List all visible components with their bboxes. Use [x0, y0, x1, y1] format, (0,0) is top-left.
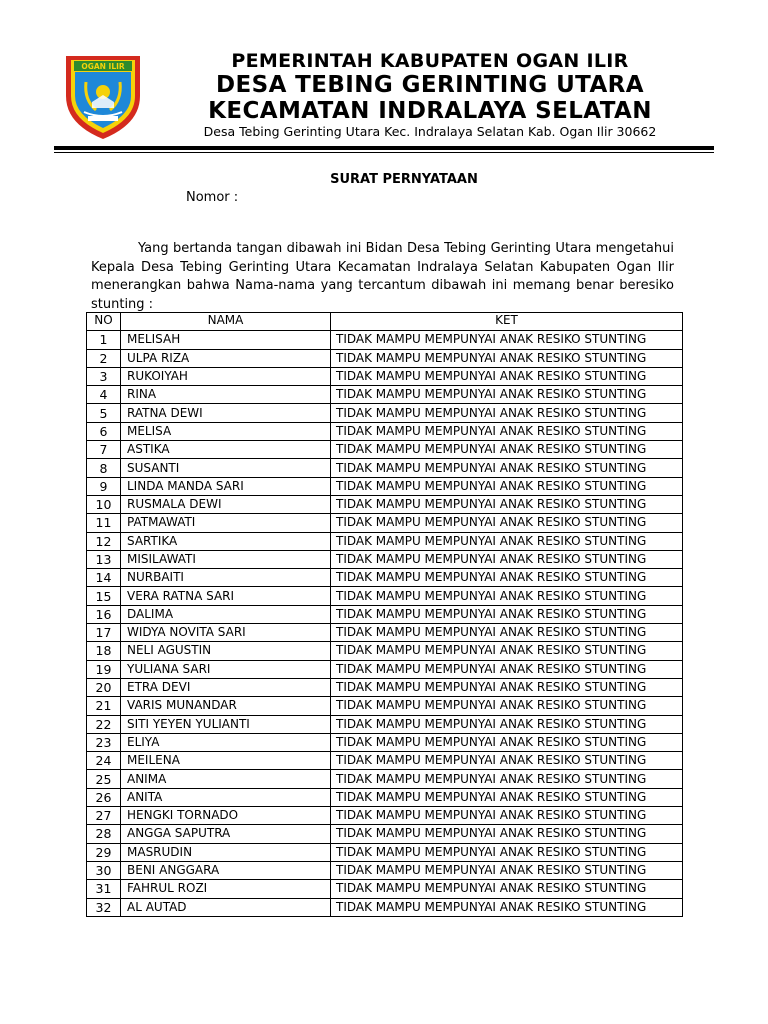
row-ket: TIDAK MAMPU MEMPUNYAI ANAK RESIKO STUNTING [331, 532, 683, 550]
table-row [87, 459, 683, 477]
table-row [87, 404, 683, 422]
row-ket: TIDAK MAMPU MEMPUNYAI ANAK RESIKO STUNTING [331, 367, 683, 385]
row-number: 23 [87, 733, 121, 751]
row-number: 13 [87, 550, 121, 568]
row-ket: TIDAK MAMPU MEMPUNYAI ANAK RESIKO STUNTING [331, 678, 683, 696]
table-row [87, 349, 683, 367]
row-ket: TIDAK MAMPU MEMPUNYAI ANAK RESIKO STUNTING [331, 660, 683, 678]
row-ket: TIDAK MAMPU MEMPUNYAI ANAK RESIKO STUNTING [331, 477, 683, 495]
row-number: 8 [87, 459, 121, 477]
header-ket: KET [331, 313, 683, 331]
table-row [87, 477, 683, 495]
table-row [87, 514, 683, 532]
table-row [87, 331, 683, 349]
row-name: ANGGA SAPUTRA [121, 825, 331, 843]
row-ket: TIDAK MAMPU MEMPUNYAI ANAK RESIKO STUNTING [331, 514, 683, 532]
row-name: BENI ANGGARA [121, 861, 331, 879]
row-number: 19 [87, 660, 121, 678]
row-name: DALIMA [121, 605, 331, 623]
table-row [87, 843, 683, 861]
row-number: 16 [87, 605, 121, 623]
row-number: 14 [87, 569, 121, 587]
row-ket: TIDAK MAMPU MEMPUNYAI ANAK RESIKO STUNTING [331, 788, 683, 806]
row-name: RATNA DEWI [121, 404, 331, 422]
table-row [87, 770, 683, 788]
table-row [87, 441, 683, 459]
row-ket: TIDAK MAMPU MEMPUNYAI ANAK RESIKO STUNTING [331, 569, 683, 587]
row-ket: TIDAK MAMPU MEMPUNYAI ANAK RESIKO STUNTING [331, 349, 683, 367]
row-number: 7 [87, 441, 121, 459]
row-number: 22 [87, 715, 121, 733]
table-row [87, 660, 683, 678]
table-row [87, 733, 683, 751]
row-number: 26 [87, 788, 121, 806]
row-ket: TIDAK MAMPU MEMPUNYAI ANAK RESIKO STUNTING [331, 752, 683, 770]
row-name: RUSMALA DEWI [121, 495, 331, 513]
table-row [87, 715, 683, 733]
row-ket: TIDAK MAMPU MEMPUNYAI ANAK RESIKO STUNTING [331, 624, 683, 642]
row-name: SUSANTI [121, 459, 331, 477]
table-row [87, 532, 683, 550]
table-row [87, 678, 683, 696]
table-row [87, 861, 683, 879]
row-ket: TIDAK MAMPU MEMPUNYAI ANAK RESIKO STUNTING [331, 441, 683, 459]
row-name: HENGKI TORNADO [121, 807, 331, 825]
row-number: 9 [87, 477, 121, 495]
row-ket: TIDAK MAMPU MEMPUNYAI ANAK RESIKO STUNTING [331, 587, 683, 605]
row-ket: TIDAK MAMPU MEMPUNYAI ANAK RESIKO STUNTING [331, 386, 683, 404]
row-number: 1 [87, 331, 121, 349]
row-ket: TIDAK MAMPU MEMPUNYAI ANAK RESIKO STUNTING [331, 642, 683, 660]
row-ket: TIDAK MAMPU MEMPUNYAI ANAK RESIKO STUNTING [331, 861, 683, 879]
row-ket: TIDAK MAMPU MEMPUNYAI ANAK RESIKO STUNTING [331, 605, 683, 623]
row-number: 29 [87, 843, 121, 861]
letter-title: SURAT PERNYATAAN [330, 172, 478, 187]
row-name: FAHRUL ROZI [121, 880, 331, 898]
kop-desa: DESA TEBING GERINTING UTARA [216, 72, 644, 98]
row-number: 21 [87, 697, 121, 715]
row-name: SITI YEYEN YULIANTI [121, 715, 331, 733]
row-number: 12 [87, 532, 121, 550]
row-ket: TIDAK MAMPU MEMPUNYAI ANAK RESIKO STUNTING [331, 770, 683, 788]
row-number: 31 [87, 880, 121, 898]
row-name: LINDA MANDA SARI [121, 477, 331, 495]
row-name: VARIS MUNANDAR [121, 697, 331, 715]
row-name: NURBAITI [121, 569, 331, 587]
row-name: YULIANA SARI [121, 660, 331, 678]
table-row [87, 788, 683, 806]
table-row [87, 642, 683, 660]
letter-body: Yang bertanda tangan dibawah ini Bidan Desa Tebing Gerinting Utara mengetahui Kepala Desa Tebing Gerinting Utara Kecamatan Indralaya Selatan Kabupaten Ogan Ilir menerangkan bahwa Nama-nama yang tercantum dibawah ini memang benar beresiko stunting : [91, 241, 674, 312]
table-row [87, 697, 683, 715]
row-name: ETRA DEVI [121, 678, 331, 696]
kop-kecamatan: KECAMATAN INDRALAYA SELATAN [208, 98, 652, 124]
row-name: MELISAH [121, 331, 331, 349]
table-row [87, 495, 683, 513]
row-number: 5 [87, 404, 121, 422]
row-number: 11 [87, 514, 121, 532]
row-ket: TIDAK MAMPU MEMPUNYAI ANAK RESIKO STUNTING [331, 733, 683, 751]
row-ket: TIDAK MAMPU MEMPUNYAI ANAK RESIKO STUNTING [331, 422, 683, 440]
row-number: 27 [87, 807, 121, 825]
table-row [87, 386, 683, 404]
letter-number: Nomor : [186, 190, 239, 205]
row-ket: TIDAK MAMPU MEMPUNYAI ANAK RESIKO STUNTING [331, 825, 683, 843]
row-number: 25 [87, 770, 121, 788]
row-name: ANIMA [121, 770, 331, 788]
table-header-row [87, 313, 683, 331]
letterhead-divider-thin [54, 152, 714, 153]
row-name: RINA [121, 386, 331, 404]
row-ket: TIDAK MAMPU MEMPUNYAI ANAK RESIKO STUNTING [331, 404, 683, 422]
row-ket: TIDAK MAMPU MEMPUNYAI ANAK RESIKO STUNTING [331, 331, 683, 349]
row-name: MEILENA [121, 752, 331, 770]
table-row [87, 807, 683, 825]
header-no: NO [87, 313, 121, 331]
row-number: 18 [87, 642, 121, 660]
table-row [87, 825, 683, 843]
table-row [87, 605, 683, 623]
row-number: 3 [87, 367, 121, 385]
table-row [87, 587, 683, 605]
row-ket: TIDAK MAMPU MEMPUNYAI ANAK RESIKO STUNTING [331, 715, 683, 733]
row-number: 30 [87, 861, 121, 879]
header-nama: NAMA [121, 313, 331, 331]
row-ket: TIDAK MAMPU MEMPUNYAI ANAK RESIKO STUNTING [331, 495, 683, 513]
table-row [87, 550, 683, 568]
row-number: 28 [87, 825, 121, 843]
table-row [87, 624, 683, 642]
row-name: NELI AGUSTIN [121, 642, 331, 660]
row-name: ULPA RIZA [121, 349, 331, 367]
row-name: VERA RATNA SARI [121, 587, 331, 605]
row-number: 15 [87, 587, 121, 605]
row-number: 2 [87, 349, 121, 367]
emblem-text: OGAN ILIR [81, 62, 125, 71]
row-number: 24 [87, 752, 121, 770]
table-row [87, 898, 683, 916]
row-number: 17 [87, 624, 121, 642]
row-ket: TIDAK MAMPU MEMPUNYAI ANAK RESIKO STUNTING [331, 880, 683, 898]
row-name: SARTIKA [121, 532, 331, 550]
row-name: PATMAWATI [121, 514, 331, 532]
row-name: ASTIKA [121, 441, 331, 459]
table-row [87, 752, 683, 770]
row-name: MISILAWATI [121, 550, 331, 568]
table-row [87, 367, 683, 385]
row-number: 6 [87, 422, 121, 440]
row-ket: TIDAK MAMPU MEMPUNYAI ANAK RESIKO STUNTING [331, 459, 683, 477]
row-ket: TIDAK MAMPU MEMPUNYAI ANAK RESIKO STUNTING [331, 807, 683, 825]
row-name: ANITA [121, 788, 331, 806]
table-row [87, 880, 683, 898]
row-name: RUKOIYAH [121, 367, 331, 385]
row-name: WIDYA NOVITA SARI [121, 624, 331, 642]
row-ket: TIDAK MAMPU MEMPUNYAI ANAK RESIKO STUNTING [331, 843, 683, 861]
table-row [87, 569, 683, 587]
row-ket: TIDAK MAMPU MEMPUNYAI ANAK RESIKO STUNTING [331, 898, 683, 916]
ogan-ilir-emblem-logo [62, 48, 144, 142]
table-row [87, 422, 683, 440]
row-name: AL AUTAD [121, 898, 331, 916]
stunting-list-table [86, 312, 683, 917]
letterhead-divider [54, 146, 714, 150]
kop-address: Desa Tebing Gerinting Utara Kec. Indralaya Selatan Kab. Ogan Ilir 30662 [203, 124, 657, 139]
row-name: MELISA [121, 422, 331, 440]
row-ket: TIDAK MAMPU MEMPUNYAI ANAK RESIKO STUNTING [331, 550, 683, 568]
row-number: 20 [87, 678, 121, 696]
kop-pemerintah: PEMERINTAH KABUPATEN OGAN ILIR [231, 50, 629, 72]
row-number: 4 [87, 386, 121, 404]
row-ket: TIDAK MAMPU MEMPUNYAI ANAK RESIKO STUNTING [331, 697, 683, 715]
row-name: ELIYA [121, 733, 331, 751]
row-number: 32 [87, 898, 121, 916]
row-number: 10 [87, 495, 121, 513]
row-name: MASRUDIN [121, 843, 331, 861]
